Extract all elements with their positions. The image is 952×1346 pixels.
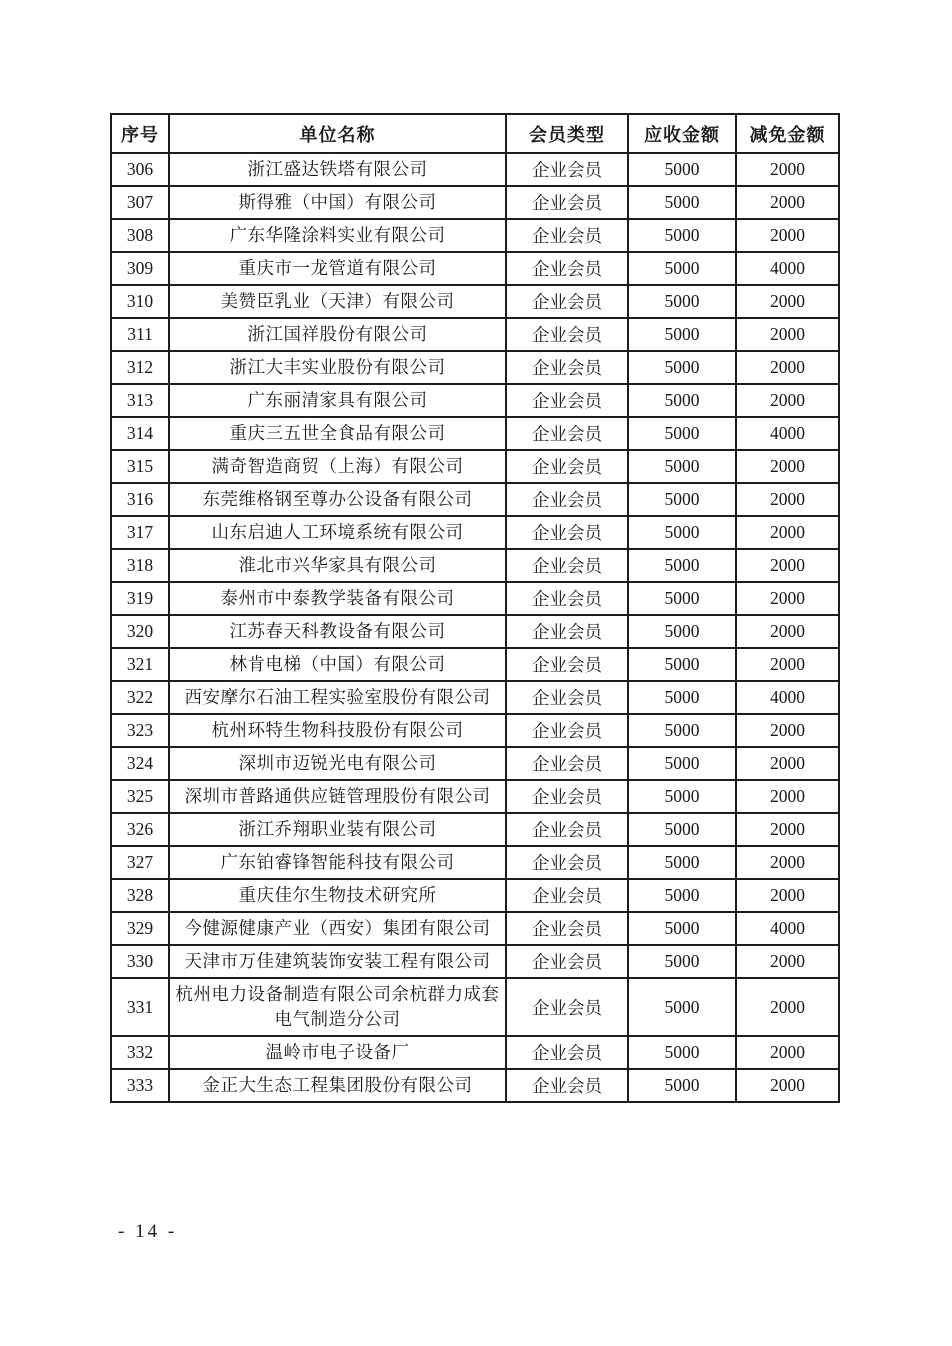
table-row <box>111 417 839 450</box>
serial-number-cell: 318 <box>111 549 169 582</box>
unit-name-cell: 广东华隆涂料实业有限公司 <box>169 219 506 252</box>
member-type-cell: 企业会员 <box>506 648 628 681</box>
table-row <box>111 450 839 483</box>
table-body <box>111 153 839 1102</box>
member-type-cell: 企业会员 <box>506 417 628 450</box>
waived-amount-cell: 2000 <box>736 813 839 846</box>
waived-amount-cell: 2000 <box>736 978 839 1036</box>
table-row <box>111 582 839 615</box>
member-type-cell: 企业会员 <box>506 615 628 648</box>
unit-name-cell: 东莞维格钢至尊办公设备有限公司 <box>169 483 506 516</box>
unit-name-cell: 江苏春天科教设备有限公司 <box>169 615 506 648</box>
table-row <box>111 483 839 516</box>
unit-name-cell: 金正大生态工程集团股份有限公司 <box>169 1069 506 1102</box>
member-type-cell: 企业会员 <box>506 714 628 747</box>
table-row <box>111 714 839 747</box>
waived-amount-cell: 2000 <box>736 516 839 549</box>
receivable-amount-cell: 5000 <box>628 978 736 1036</box>
serial-number-cell: 311 <box>111 318 169 351</box>
unit-name-cell: 温岭市电子设备厂 <box>169 1036 506 1069</box>
member-type-cell: 企业会员 <box>506 582 628 615</box>
receivable-amount-cell: 5000 <box>628 1069 736 1102</box>
receivable-amount-cell: 5000 <box>628 516 736 549</box>
unit-name-cell: 杭州环特生物科技股份有限公司 <box>169 714 506 747</box>
unit-name-cell: 广东铂睿锋智能科技有限公司 <box>169 846 506 879</box>
serial-number-cell: 315 <box>111 450 169 483</box>
serial-number-cell: 306 <box>111 153 169 186</box>
receivable-amount-cell: 5000 <box>628 384 736 417</box>
member-type-cell: 企业会员 <box>506 186 628 219</box>
receivable-amount-cell: 5000 <box>628 1036 736 1069</box>
serial-number-cell: 324 <box>111 747 169 780</box>
member-type-cell: 企业会员 <box>506 285 628 318</box>
serial-number-cell: 332 <box>111 1036 169 1069</box>
serial-number-cell: 329 <box>111 912 169 945</box>
unit-name-cell: 深圳市普路通供应链管理股份有限公司 <box>169 780 506 813</box>
table-header-row <box>111 114 839 153</box>
serial-number-cell: 330 <box>111 945 169 978</box>
waived-amount-cell: 2000 <box>736 780 839 813</box>
waived-amount-cell: 2000 <box>736 219 839 252</box>
receivable-amount-cell: 5000 <box>628 219 736 252</box>
unit-name-cell: 浙江乔翔职业装有限公司 <box>169 813 506 846</box>
waived-amount-cell: 2000 <box>736 615 839 648</box>
column-header: 会员类型 <box>506 114 628 153</box>
serial-number-cell: 320 <box>111 615 169 648</box>
receivable-amount-cell: 5000 <box>628 681 736 714</box>
serial-number-cell: 307 <box>111 186 169 219</box>
column-header: 减免金额 <box>736 114 839 153</box>
waived-amount-cell: 4000 <box>736 912 839 945</box>
member-type-cell: 企业会员 <box>506 1069 628 1102</box>
table-row <box>111 681 839 714</box>
member-type-cell: 企业会员 <box>506 516 628 549</box>
waived-amount-cell: 2000 <box>736 450 839 483</box>
waived-amount-cell: 2000 <box>736 582 839 615</box>
member-type-cell: 企业会员 <box>506 318 628 351</box>
unit-name-cell: 美赞臣乳业（天津）有限公司 <box>169 285 506 318</box>
unit-name-cell: 天津市万佳建筑装饰安装工程有限公司 <box>169 945 506 978</box>
serial-number-cell: 323 <box>111 714 169 747</box>
column-header: 序号 <box>111 114 169 153</box>
unit-name-cell: 广东丽清家具有限公司 <box>169 384 506 417</box>
table-row <box>111 747 839 780</box>
table-row <box>111 648 839 681</box>
member-type-cell: 企业会员 <box>506 813 628 846</box>
table-row <box>111 879 839 912</box>
serial-number-cell: 331 <box>111 978 169 1036</box>
membership-fee-table <box>110 113 840 1103</box>
receivable-amount-cell: 5000 <box>628 912 736 945</box>
member-type-cell: 企业会员 <box>506 549 628 582</box>
table-row <box>111 780 839 813</box>
waived-amount-cell: 2000 <box>736 648 839 681</box>
waived-amount-cell: 4000 <box>736 252 839 285</box>
member-type-cell: 企业会员 <box>506 450 628 483</box>
receivable-amount-cell: 5000 <box>628 285 736 318</box>
serial-number-cell: 312 <box>111 351 169 384</box>
receivable-amount-cell: 5000 <box>628 813 736 846</box>
waived-amount-cell: 2000 <box>736 846 839 879</box>
table-row <box>111 285 839 318</box>
unit-name-cell: 山东启迪人工环境系统有限公司 <box>169 516 506 549</box>
receivable-amount-cell: 5000 <box>628 615 736 648</box>
table-row <box>111 945 839 978</box>
receivable-amount-cell: 5000 <box>628 846 736 879</box>
unit-name-cell: 重庆市一龙管道有限公司 <box>169 252 506 285</box>
serial-number-cell: 321 <box>111 648 169 681</box>
table-row <box>111 846 839 879</box>
receivable-amount-cell: 5000 <box>628 351 736 384</box>
waived-amount-cell: 2000 <box>736 1036 839 1069</box>
unit-name-cell: 林肯电梯（中国）有限公司 <box>169 648 506 681</box>
unit-name-cell: 斯得雅（中国）有限公司 <box>169 186 506 219</box>
receivable-amount-cell: 5000 <box>628 747 736 780</box>
waived-amount-cell: 2000 <box>736 747 839 780</box>
waived-amount-cell: 2000 <box>736 153 839 186</box>
receivable-amount-cell: 5000 <box>628 780 736 813</box>
table-row <box>111 978 839 1036</box>
receivable-amount-cell: 5000 <box>628 450 736 483</box>
table-row <box>111 219 839 252</box>
receivable-amount-cell: 5000 <box>628 318 736 351</box>
table-row <box>111 516 839 549</box>
unit-name-cell: 重庆三五世全食品有限公司 <box>169 417 506 450</box>
member-type-cell: 企业会员 <box>506 153 628 186</box>
member-type-cell: 企业会员 <box>506 780 628 813</box>
unit-name-cell: 深圳市迈锐光电有限公司 <box>169 747 506 780</box>
table-row <box>111 384 839 417</box>
member-type-cell: 企业会员 <box>506 912 628 945</box>
member-type-cell: 企业会员 <box>506 351 628 384</box>
unit-name-cell: 泰州市中泰教学装备有限公司 <box>169 582 506 615</box>
member-type-cell: 企业会员 <box>506 219 628 252</box>
receivable-amount-cell: 5000 <box>628 252 736 285</box>
member-type-cell: 企业会员 <box>506 252 628 285</box>
member-type-cell: 企业会员 <box>506 1036 628 1069</box>
waived-amount-cell: 2000 <box>736 714 839 747</box>
waived-amount-cell: 2000 <box>736 1069 839 1102</box>
table-row <box>111 351 839 384</box>
member-type-cell: 企业会员 <box>506 384 628 417</box>
serial-number-cell: 317 <box>111 516 169 549</box>
table-row <box>111 153 839 186</box>
serial-number-cell: 310 <box>111 285 169 318</box>
receivable-amount-cell: 5000 <box>628 879 736 912</box>
serial-number-cell: 322 <box>111 681 169 714</box>
page-number: - 14 - <box>118 1221 178 1242</box>
unit-name-cell: 重庆佳尔生物技术研究所 <box>169 879 506 912</box>
waived-amount-cell: 4000 <box>736 681 839 714</box>
waived-amount-cell: 2000 <box>736 945 839 978</box>
waived-amount-cell: 4000 <box>736 417 839 450</box>
waived-amount-cell: 2000 <box>736 351 839 384</box>
member-type-cell: 企业会员 <box>506 879 628 912</box>
table-row <box>111 615 839 648</box>
member-type-cell: 企业会员 <box>506 747 628 780</box>
waived-amount-cell: 2000 <box>736 285 839 318</box>
unit-name-cell: 淮北市兴华家具有限公司 <box>169 549 506 582</box>
receivable-amount-cell: 5000 <box>628 945 736 978</box>
table-row <box>111 549 839 582</box>
receivable-amount-cell: 5000 <box>628 417 736 450</box>
column-header: 应收金额 <box>628 114 736 153</box>
unit-name-cell: 浙江盛达铁塔有限公司 <box>169 153 506 186</box>
table-row <box>111 252 839 285</box>
receivable-amount-cell: 5000 <box>628 714 736 747</box>
serial-number-cell: 309 <box>111 252 169 285</box>
table-row <box>111 186 839 219</box>
receivable-amount-cell: 5000 <box>628 648 736 681</box>
waived-amount-cell: 2000 <box>736 318 839 351</box>
serial-number-cell: 319 <box>111 582 169 615</box>
serial-number-cell: 316 <box>111 483 169 516</box>
table-row <box>111 1036 839 1069</box>
unit-name-cell: 满奇智造商贸（上海）有限公司 <box>169 450 506 483</box>
unit-name-cell: 浙江大丰实业股份有限公司 <box>169 351 506 384</box>
serial-number-cell: 313 <box>111 384 169 417</box>
member-type-cell: 企业会员 <box>506 483 628 516</box>
table-row <box>111 912 839 945</box>
member-type-cell: 企业会员 <box>506 846 628 879</box>
waived-amount-cell: 2000 <box>736 186 839 219</box>
unit-name-cell: 西安摩尔石油工程实验室股份有限公司 <box>169 681 506 714</box>
waived-amount-cell: 2000 <box>736 549 839 582</box>
receivable-amount-cell: 5000 <box>628 549 736 582</box>
member-type-cell: 企业会员 <box>506 945 628 978</box>
receivable-amount-cell: 5000 <box>628 582 736 615</box>
receivable-amount-cell: 5000 <box>628 186 736 219</box>
serial-number-cell: 328 <box>111 879 169 912</box>
unit-name-cell: 浙江国祥股份有限公司 <box>169 318 506 351</box>
serial-number-cell: 308 <box>111 219 169 252</box>
serial-number-cell: 314 <box>111 417 169 450</box>
serial-number-cell: 333 <box>111 1069 169 1102</box>
receivable-amount-cell: 5000 <box>628 483 736 516</box>
waived-amount-cell: 2000 <box>736 483 839 516</box>
serial-number-cell: 327 <box>111 846 169 879</box>
receivable-amount-cell: 5000 <box>628 153 736 186</box>
serial-number-cell: 325 <box>111 780 169 813</box>
unit-name-cell: 杭州电力设备制造有限公司余杭群力成套电气制造分公司 <box>169 978 506 1036</box>
unit-name-cell: 今健源健康产业（西安）集团有限公司 <box>169 912 506 945</box>
member-type-cell: 企业会员 <box>506 978 628 1036</box>
waived-amount-cell: 2000 <box>736 384 839 417</box>
column-header: 单位名称 <box>169 114 506 153</box>
member-type-cell: 企业会员 <box>506 681 628 714</box>
table-row <box>111 318 839 351</box>
waived-amount-cell: 2000 <box>736 879 839 912</box>
serial-number-cell: 326 <box>111 813 169 846</box>
table-row <box>111 1069 839 1102</box>
table-row <box>111 813 839 846</box>
